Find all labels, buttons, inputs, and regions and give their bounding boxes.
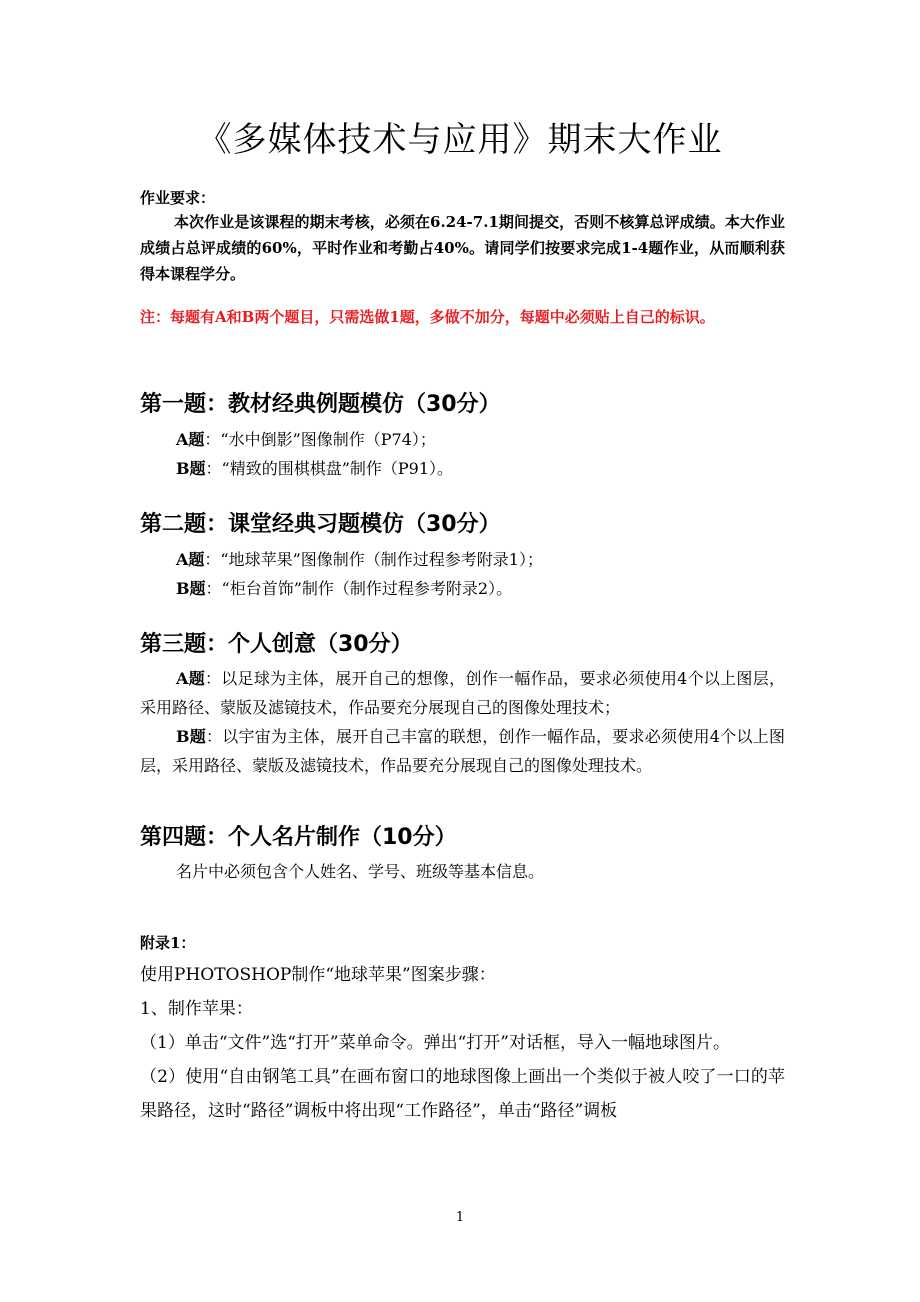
requirements-body: 本次作业是该课程的期末考核，必须在6.24-7.1期间提交，否则不核算总评成绩。本大作业成绩占总评成绩的60%，平时作业和考勤占40%。请同学们按要求完成1-4题作业，从而顺利获得本课程学分。	[140, 213, 785, 283]
section2-item-a	[140, 545, 785, 574]
section1-b-label: B题	[176, 459, 206, 478]
section2-item-b	[140, 574, 785, 603]
section3-a-label: A题	[176, 669, 205, 688]
appendix1-line3: （1）单击“文件”选“打开”菜单命令。弹出“打开”对话框，导入一幅地球图片。	[140, 1033, 730, 1053]
section1-items	[140, 425, 785, 483]
section3-item-a	[140, 664, 785, 722]
section3-b-text: ：以宇宙为主体，展开自己丰富的联想，创作一幅作品，要求必须使用4个以上图层，采用路径、蒙版及滤镜技术，作品要充分展现自己的图像处理技术。	[140, 727, 785, 775]
appendix1-line4: （2）使用“自由钢笔工具”在画布窗口的地球图像上画出一个类似于被人咬了一口的苹果路径，这时“路径”调板中将出现“工作路径”，单击“路径”调板	[140, 1067, 785, 1121]
section1-item-a	[140, 425, 785, 454]
section1-item-b	[140, 454, 785, 483]
section4-text: 名片中必须包含个人姓名、学号、班级等基本信息。	[176, 862, 545, 881]
section4-title: 第四题：个人名片制作（10分）	[140, 825, 457, 850]
appendix1-heading: 附录1：	[140, 934, 196, 952]
section3-a-text: ：以足球为主体，展开自己的想像，创作一幅作品，要求必须使用4个以上图层，采用路径、蒙版及滤镜技术，作品要充分展现自己的图像处理技术；	[140, 669, 785, 717]
section1-a-label: A题	[176, 430, 205, 449]
section1-title: 第一题：教材经典例题模仿（30分）	[140, 392, 501, 417]
requirements-heading: 作业要求：	[140, 189, 216, 207]
appendix1-line1: 使用PHOTOSHOP制作“地球苹果”图案步骤：	[140, 965, 496, 985]
section2-items	[140, 545, 785, 603]
section3-title: 第三题：个人创意（30分）	[140, 632, 413, 657]
section2-a-label: A题	[176, 550, 205, 569]
section2-title: 第二题：课堂经典习题模仿（30分）	[140, 512, 501, 537]
note-text: 注：每题有A和B两个题目，只需选做1题，多做不加分，每题中必须贴上自己的标识。	[140, 308, 715, 326]
section3-items	[140, 664, 785, 780]
section2-a-text: ：“地球苹果”图像制作（制作过程参考附录1）；	[204, 550, 543, 569]
page-title: 《多媒体技术与应用》期末大作业	[197, 120, 723, 160]
section1-b-text: ：“精致的围棋棋盘”制作（P91）。	[205, 459, 454, 478]
appendix1-line2: 1、制作苹果：	[140, 999, 253, 1019]
page-number: 1	[455, 1210, 465, 1225]
section3-b-label: B题	[176, 727, 207, 746]
section3-item-b	[140, 722, 785, 780]
section2-b-text: ：“柜台首饰”制作（制作过程参考附录2）。	[205, 579, 513, 598]
section1-a-text: ：“水中倒影”图像制作（P74）；	[204, 430, 436, 449]
appendix1-body	[140, 958, 785, 1128]
section2-b-label: B题	[176, 579, 206, 598]
